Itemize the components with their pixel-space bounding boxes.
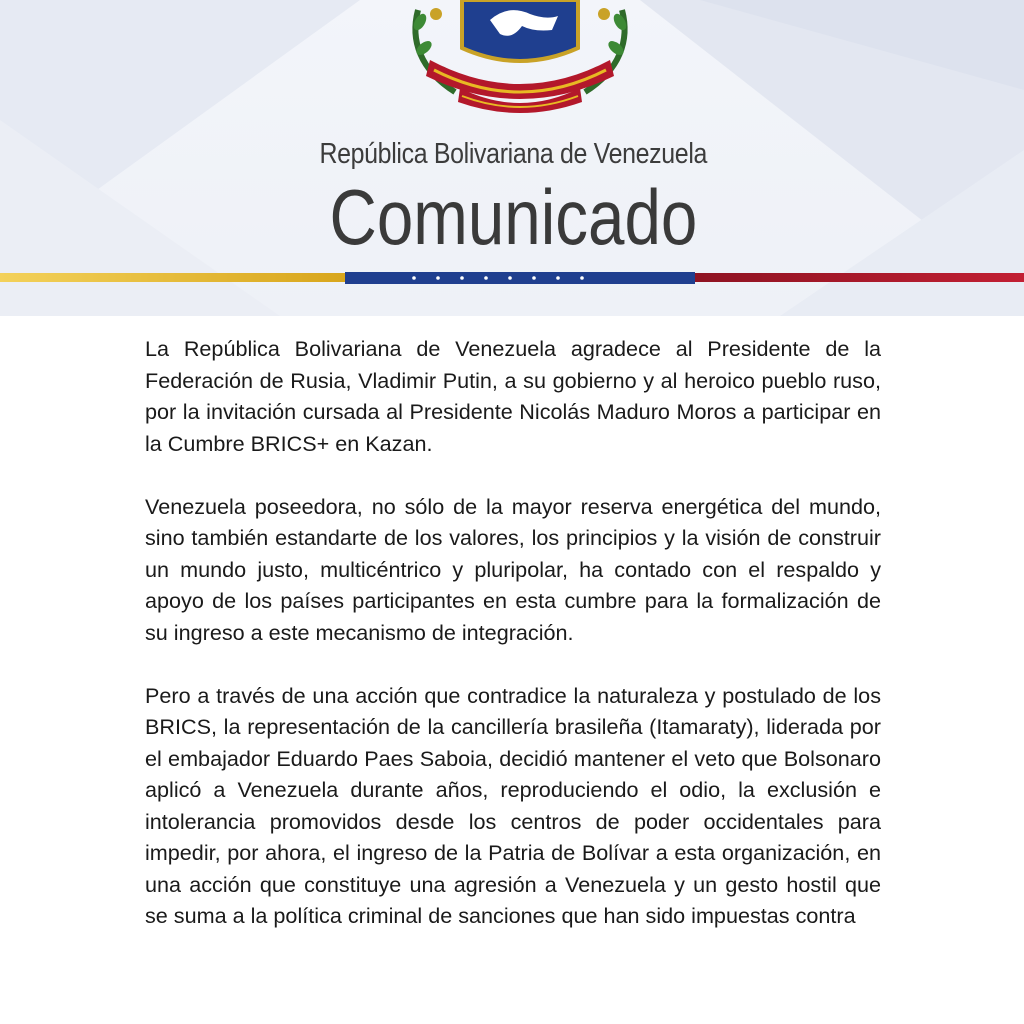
country-name: República Bolivariana de Venezuela [319,138,708,170]
document-title: Comunicado [329,173,698,261]
letterhead [0,0,1024,316]
flag-stripe [0,270,1024,290]
paragraph-1: La República Bolivariana de Venezuela agradece al Presidente de la Federación de Rusia, Vladimir Putin, a su gobierno y al heroico pueblo ruso, por la invitación cursada al Presidente Nicolás Maduro Moros a participar en la Cumbre BRICS+ en Kazan. [145,336,881,456]
paragraph-2: Venezuela poseedora, no sólo de la mayor reserva energética del mundo, sino también estandarte de los valores, los principios y la visión de construir un mundo justo, multicéntrico y pluripolar, ha contado con el respaldo y apoyo de los países participantes en esta cumbre para la formalización de su ingreso a este mecanismo de integración. [145,493,881,645]
paragraph-3: Pero a través de una acción que contradice la naturaleza y postulado de los BRICS, la representación de la cancillería brasileña (Itamaraty), liderada por el embajador Eduardo Paes Saboia, decidió mantener el veto que Bolsonaro aplicó a Venezuela durante años, reproduciendo el odio, la exclusión e intolerancia promovidos desde los centros de poder occidentales para impedir, por ahora, el ingreso de la Patria de Bolívar a esta organización, en una acción que constituye una agresión a Venezuela y un gesto hostil que se suma a la política criminal de sanciones que han sido impuestas contra [145,682,881,928]
coat-of-arms-emblem [400,0,640,120]
communique-body [145,333,881,963]
